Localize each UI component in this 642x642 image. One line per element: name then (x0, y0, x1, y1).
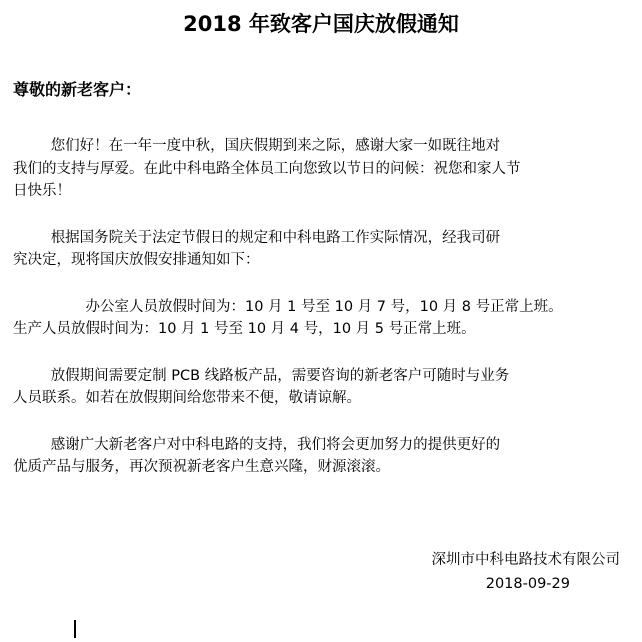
salutation: 尊敬的新老客户： (13, 80, 142, 99)
paragraph-line: 日快乐！ (13, 183, 71, 199)
paragraph-line: 您们好！在一年一度中秋，国庆假期到来之际，感谢大家一如既往地对 (50, 138, 501, 154)
notice-date: 2018-09-29 (485, 576, 570, 592)
thanks-paragraph (13, 434, 628, 479)
office-schedule: 办公室人员放假时间为：10 月 1 号至 10 月 7 号，10 月 8 号正常上班。 (85, 298, 563, 315)
production-schedule: 生产人员放假时间为：10 月 1 号至 10 月 4 号，10 月 5 号正常上班。 (13, 321, 476, 337)
decision-paragraph (13, 227, 628, 272)
signature-block (432, 548, 621, 596)
contact-paragraph (13, 365, 628, 410)
paragraph-line: 放假期间需要定制 PCB 线路板产品，需要咨询的新老客户可随时与业务 (50, 367, 510, 384)
holiday-schedule (13, 296, 628, 341)
document-title: 2018 年致客户国庆放假通知 (183, 12, 459, 36)
paragraph-line: 优质产品与服务，再次预祝新老客户生意兴隆，财源滚滚。 (13, 459, 390, 475)
paragraph-line: 人员联系。如若在放假期间给您带来不便，敬请谅解。 (13, 390, 361, 406)
company-name: 深圳市中科电路技术有限公司 (431, 552, 620, 568)
text-cursor (74, 620, 76, 638)
paragraph-line: 根据国务院关于法定节假日的规定和中科电路工作实际情况，经我司研 (50, 229, 501, 246)
paragraph-line: 究决定，现将国庆放假安排通知如下： (13, 252, 260, 268)
paragraph-line: 我们的支持与厚爱。在此中科电路全体员工向您致以节日的问候：祝您和家人节 (13, 160, 521, 177)
greeting-paragraph (13, 135, 628, 203)
document-body (13, 135, 628, 503)
paragraph-line: 感谢广大新老客户对中科电路的支持，我们将会更加努力的提供更好的 (50, 436, 501, 453)
